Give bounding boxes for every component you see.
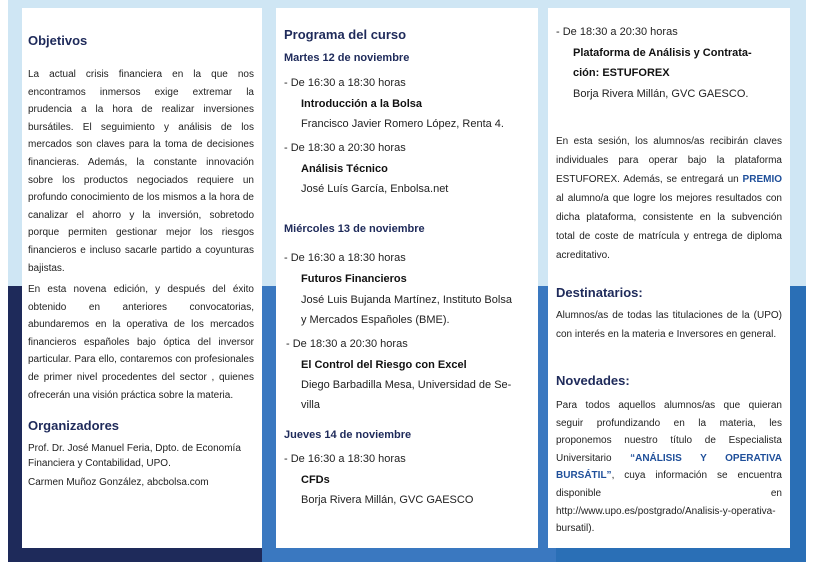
session-time: - De 16:30 a 18:30 horas bbox=[284, 252, 406, 264]
session-title: ción: ESTUFOREX bbox=[573, 67, 670, 79]
session-title: El Control del Riesgo con Excel bbox=[301, 359, 467, 371]
session-title: Plataforma de Análisis y Contrata- bbox=[573, 47, 752, 59]
objetivos-paragraph-2: En esta novena edición, y después del éxito obtenido en anteriores convocatorias, abundaremos en la operativa de los mercados financieros españoles bajo óptica del inversor particular. Para ello, contaremos con profesionales de primer nivel procedentes del sector , quienes ofrecerán una visión práctica sobre la materia. bbox=[28, 284, 254, 401]
novedades-text-a: Para todos aquellos alumnos/as que quieran seguir profundizando en la materia, les proponemos nuestro título de Especialista Universitario bbox=[556, 400, 782, 464]
day-1: Martes 12 de noviembre bbox=[284, 52, 410, 64]
session-title: Futuros Financieros bbox=[301, 273, 407, 285]
session-title: Análisis Técnico bbox=[301, 163, 388, 175]
novedades-text-b: , cuya información se encuentra disponible en http://www.upo.es/postgrado/Analisis-y-operativa-bursatil). bbox=[556, 470, 782, 535]
column-info bbox=[548, 8, 790, 548]
session-text-b: al alumno/a que logre los mejores resultados con dicha plataforma, consistente en la subvención total de coste de matrícula y entrega de diploma acreditativo. bbox=[556, 193, 782, 261]
objetivos-paragraph-1: La actual crisis financiera en la que nos encontramos inmersos exige extremar la prudencia a la hora de realizar inversiones bursátiles. El seguimiento y análisis de los mercados son claves para la toma de decisiones financieras. Además, la constante innovación sobre los productos negociados requiere un profundo conocimiento de los mismos a la hora de canalizar el ahorro y la inversión, sobretodo porque permiten gestionar mejor los riesgos financieros e incluso sacarle partido a coyunturas bajistas. bbox=[28, 69, 254, 274]
destinatarios-title: Destinatarios: bbox=[556, 285, 643, 300]
objetivos-title: Objetivos bbox=[28, 33, 88, 48]
premio-highlight: PREMIO bbox=[742, 174, 782, 185]
session-speaker: Borja Rivera Millán, GVC GAESCO bbox=[301, 494, 474, 506]
session-time: - De 18:30 a 20:30 horas bbox=[284, 142, 406, 154]
column-objetivos bbox=[22, 8, 262, 548]
column-programa bbox=[276, 8, 538, 548]
session-speaker: y Mercados Españoles (BME). bbox=[301, 314, 450, 326]
destinatarios-text: Alumnos/as de todas las titulaciones de la (UPO) con interés en la materia e Inversores en general. bbox=[556, 310, 782, 340]
session-speaker: villa bbox=[301, 399, 320, 411]
session-text-a: En esta sesión, los alumnos/as recibirán claves individuales para operar bajo la plataforma ESTUFOREX. Además, se entregará un bbox=[556, 136, 782, 185]
day-2: Miércoles 13 de noviembre bbox=[284, 223, 425, 235]
session-title: Introducción a la Bolsa bbox=[301, 98, 423, 110]
organizer-2: Carmen Muñoz González, abcbolsa.com bbox=[28, 477, 209, 488]
session-speaker: Francisco Javier Romero López, Renta 4. bbox=[301, 118, 504, 130]
session-time: - De 16:30 a 18:30 horas bbox=[284, 453, 406, 465]
session-description bbox=[556, 132, 782, 265]
session-speaker: Borja Rivera Millán, GVC GAESCO. bbox=[573, 88, 749, 100]
organizer-1: Prof. Dr. José Manuel Feria, Dpto. de Economía Financiera y Contabilidad, UPO. bbox=[28, 443, 241, 469]
novedades-text bbox=[556, 397, 782, 538]
day-3: Jueves 14 de noviembre bbox=[284, 429, 412, 441]
session-time: - De 16:30 a 18:30 horas bbox=[284, 77, 406, 89]
session-time: - De 18:30 a 20:30 horas bbox=[556, 26, 678, 38]
session-speaker: José Luís García, Enbolsa.net bbox=[301, 183, 449, 195]
titulo-highlight: “ANÁLISIS Y OPERATIVA BURSÁTIL” bbox=[556, 452, 782, 482]
session-time: - De 18:30 a 20:30 horas bbox=[286, 338, 408, 350]
session-speaker: José Luis Bujanda Martínez, Instituto Bolsa bbox=[301, 294, 512, 306]
novedades-title: Novedades: bbox=[556, 373, 630, 388]
session-speaker: Diego Barbadilla Mesa, Universidad de Se- bbox=[301, 379, 512, 391]
programa-title: Programa del curso bbox=[284, 27, 407, 42]
session-title: CFDs bbox=[301, 474, 330, 486]
organizadores-title: Organizadores bbox=[28, 418, 120, 433]
